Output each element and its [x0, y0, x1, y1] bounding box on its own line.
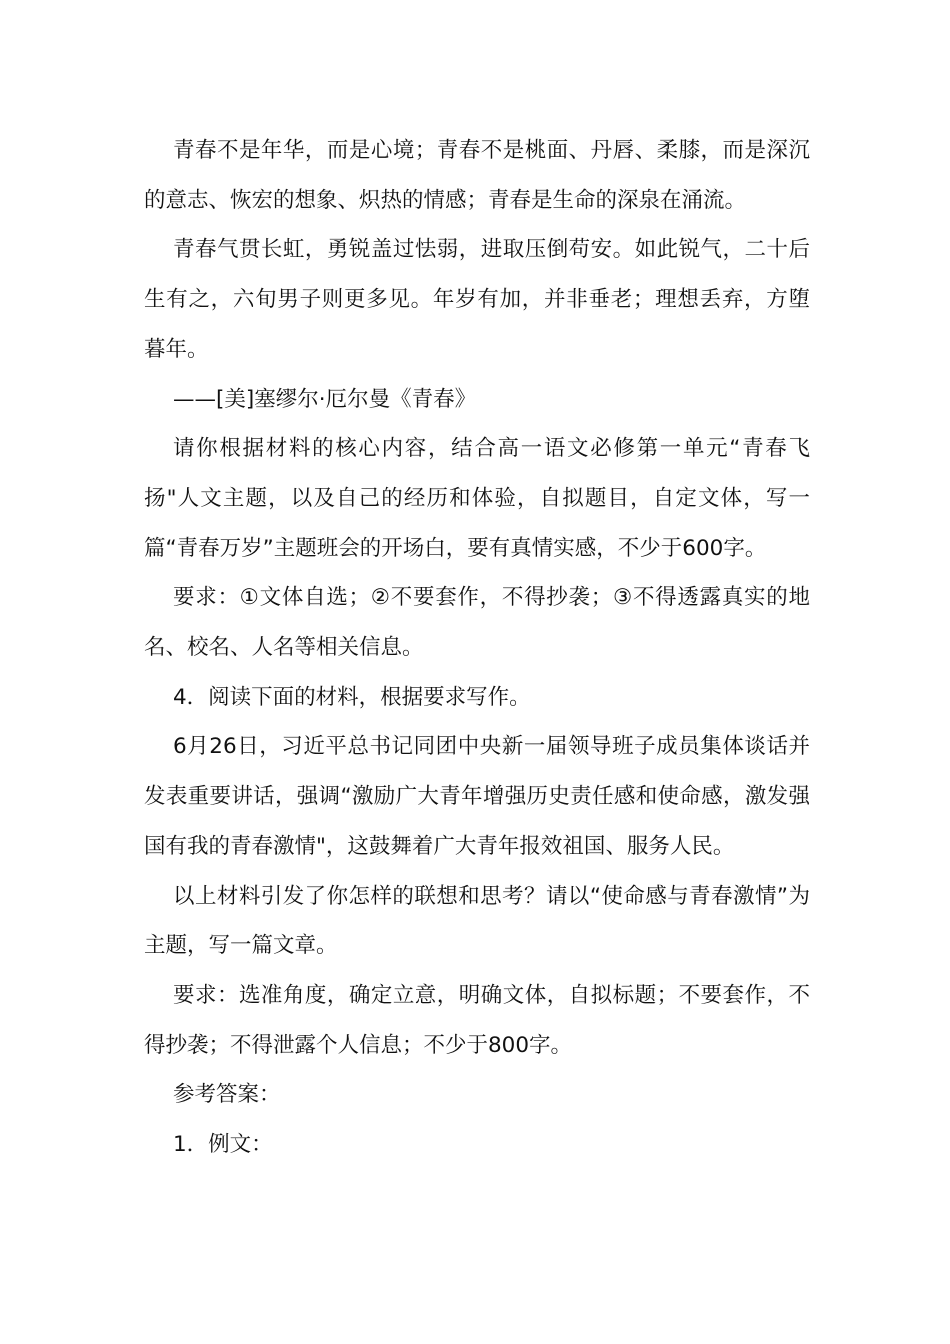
- poem-paragraph-2: 青春气贯长虹，勇锐盖过怯弱，进取压倒苟安。如此锐气，二十后生有之，六旬男子则更多见。年岁有加，并非垂老；理想丢弃，方堕暮年。: [144, 237, 810, 362]
- question-4-material: 6月26日，习近平总书记同团中央新一届领导班子成员集体谈话并发表重要讲话，强调“激励广大青年增强历史责任感和使命感，激发强国有我的青春激情"，这鼓舞着广大青年报效祖国、服务人民。: [144, 734, 810, 859]
- document-body: [144, 126, 810, 1170]
- poem-paragraph-1: 青春不是年华，而是心境；青春不是桃面、丹唇、柔膝，而是深沉的意志、恢宏的想象、炽热的情感；青春是生命的深泉在涌流。: [144, 138, 810, 213]
- question-4-heading: 4．阅读下面的材料，根据要求写作。: [173, 684, 531, 710]
- writing-prompt: 请你根据材料的核心内容，结合高一语文必修第一单元“青春飞扬"人文主题，以及自己的经历和体验，自拟题目，自定文体，写一篇“青春万岁”主题班会的开场白，要有真情实感，不少于600字。: [144, 436, 810, 561]
- question-4-prompt: 以上材料引发了你怎样的联想和思考？请以“使命感与青春激情”为主题，写一篇文章。: [144, 883, 810, 959]
- poem-attribution: ——[美]塞缪尔·厄尔曼《青春》: [173, 386, 477, 412]
- reference-answer-heading: 参考答案：: [173, 1082, 281, 1108]
- prompt-requirements: 要求：①文体自选；②不要套作，不得抄袭；③不得透露真实的地名、校名、人名等相关信息。: [144, 585, 810, 661]
- question-4-requirements: 要求：选准角度，确定立意，明确文体，自拟标题；不要套作，不得抄袭；不得泄露个人信息；不少于800字。: [144, 982, 810, 1058]
- example-essay-label: 1．例文：: [173, 1132, 273, 1158]
